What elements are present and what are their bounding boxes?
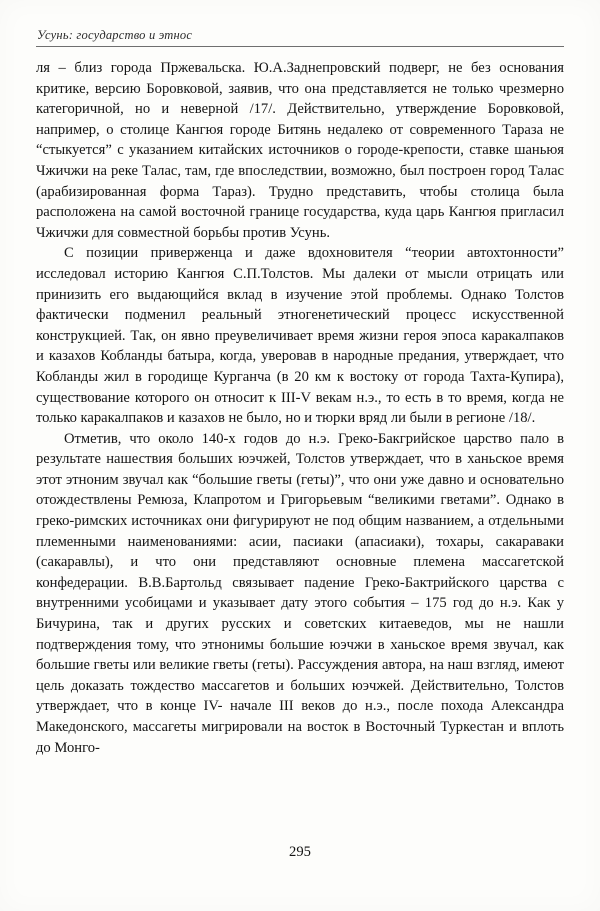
body-text [36,58,564,758]
paragraph-1: ля – близ города Пржевальска. Ю.А.Заднепровский подверг, не без основания критике, версию Боровковой, заявив, что она представляется не только чрезмерно категоричной, но и неверной /17/. Действительно, утверждение Боровковой, например, о столице Кангюя городе Битянь недалеко от современного Тараза не “стыкуется” с указанием китайских источников о городе-крепости, ставке шаньюя Чжичжи на реке Талас, там, где впоследствии, возможно, был построен город Талас (арабизированная форма Тараз). Трудно представить, чтобы столица была расположена на самой восточной границе государства, куда царь Кангюя пригласил Чжичжи для совместной борьбы против Усунь. [36,60,564,241]
running-head: Усунь: государство и этнос [37,28,193,42]
page-number: 295 [289,844,311,860]
page-content-area [36,28,564,883]
paragraph-3: Отметив, что около 140-х годов до н.э. Греко-Бакгрийское царство пало в результате нашествия больших юэчжей, Толстов утверждает, что в ханьское время этот этноним звучал как “большие гветы (геты)”, что они уже давно и основательно отождествлены Ремюза, Клапротом и Григорьевым “великими гветами”. Однако в греко-римских источниках они фигурируют не под общим названием, а отдельными племенными наименованиями: асии, пасиаки (апасиаки), тохары, сакараваки (сакаравлы), и что они представляют основные племена массагетской конфедерации. В.В.Бартольд связывает падение Греко-Бактрийского царства с внутренними усобицами и указывает дату этого события – 175 год до н.э. Как у Бичурина, так и других русских и советских китаеведов, мы не нашли подтверждения тому, что этнонимы большие юэчжи в ханьское время звучал, как большие гветы или великие гветы (геты). Рассуждения автора, на наш взгляд, имеют цель доказать тождество массагетов и больших юэчжей. Действительно, Толстов утверждает, что в конце IV- начале III веков до н.э., после похода Александра Македонского, массагеты мигрировали на восток в Восточный Туркестан и вплоть до Монго- [36,430,564,756]
header-rule [36,46,564,47]
paragraph-2: С позиции приверженца и даже вдохновителя “теории автохтонности” исследовал историю Кангюя С.П.Толстов. Мы далеки от мысли отрицать или принизить его выдающийся вклад в изучение этой проблемы. Однако Толстов фактически подменил реальный этногенетический процесс искусственной конструкцией. Так, он явно преувеличивает время жизни героя эпоса каракалпаков и казахов Кобланды батыра, когда, уверовав в народные предания, утверждает, что Кобланды жил в городище Курганча (в 20 км к востоку от города Тахта-Купира), существование которого он относит к III-V векам н.э., то есть в то время, когда не только каракалпаков и казахов не было, но и тюрки вряд ли были в регионе /18/. [36,245,564,427]
